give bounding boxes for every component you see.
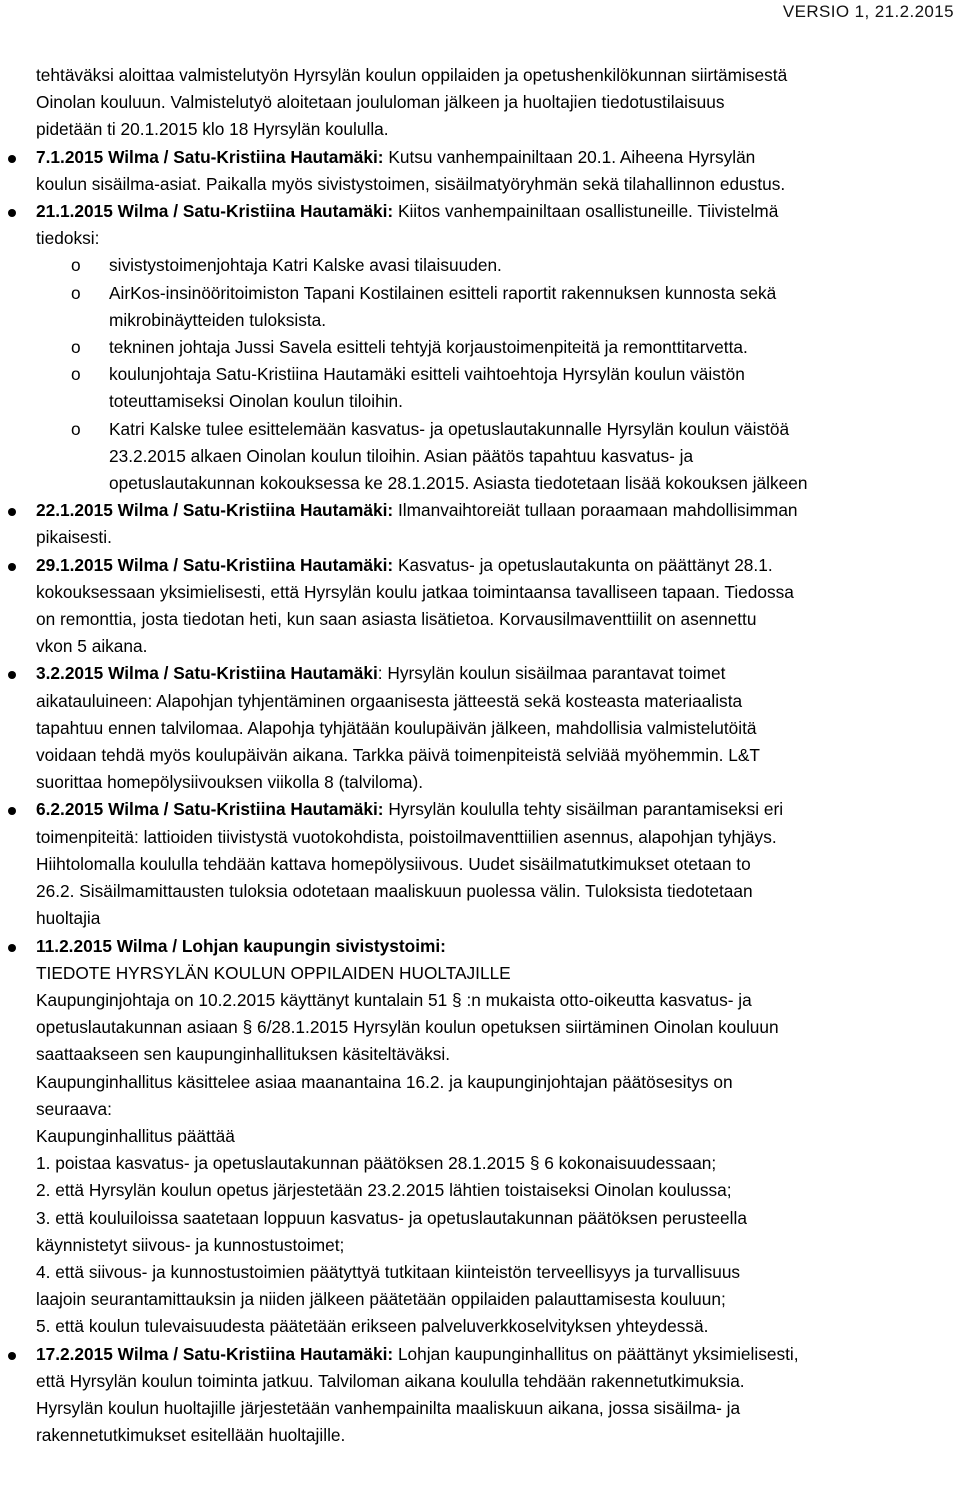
entry-text-line: Kaupunginhallitus päättää xyxy=(36,1125,235,1146)
entry-text-line: huoltajia xyxy=(36,908,101,929)
entry-text: Ilmanvaihtoreiät tullaan poraamaan mahdollisimman xyxy=(393,500,798,521)
entry-text-line: Hyrsylän koulun huoltajille järjestetään vanhempainilta maaliskuun aikana, jossa sisäilma- ja xyxy=(36,1397,741,1418)
entry-text-line: Kaupunginhallitus käsittelee asiaa maanantaina 16.2. ja kaupunginjohtajan päätösesitys on xyxy=(36,1071,733,1092)
bulleted-entry xyxy=(36,497,954,551)
sub-item-line: mikrobinäytteiden tuloksista. xyxy=(109,309,327,330)
sub-list-item xyxy=(36,334,954,361)
bullet-icon xyxy=(8,944,16,952)
entry-first-line xyxy=(36,198,954,225)
entry-text-line: että Hyrsylän koulun toiminta jatkuu. Talviloman aikana koululla tehdään rakennetutkimuksia. xyxy=(36,1370,745,1391)
entry-text-line: 3. että kouluiloissa saatetaan loppuun kasvatus- ja opetuslautakunnan päätöksen perusteella xyxy=(36,1207,747,1228)
intro-line: pidetään ti 20.1.2015 klo 18 Hyrsylän koululla. xyxy=(36,119,389,140)
entry-heading: 6.2.2015 Wilma / Satu-Kristiina Hautamäki: xyxy=(36,799,384,820)
intro-line: tehtäväksi aloittaa valmistelutyön Hyrsylän koulun oppilaiden ja opetushenkilökunnan siirtämisestä xyxy=(36,65,788,85)
entry-first-line xyxy=(36,660,954,687)
entry-text-line: käynnistetyt siivous- ja kunnostustoimet; xyxy=(36,1234,345,1255)
bulleted-entry xyxy=(36,144,954,198)
entry-heading: 21.1.2015 Wilma / Satu-Kristiina Hautamäki: xyxy=(36,201,394,222)
entry-text-line: Hiihtolomalla koululla tehdään kattava homepölysiivous. Uudet sisäilmatutkimukset otetaan to xyxy=(36,853,751,874)
entry-first-line xyxy=(36,933,954,960)
circle-bullet-icon: o xyxy=(71,364,81,385)
circle-bullet-icon: o xyxy=(71,255,81,276)
entry-text-line: saattaakseen sen kaupunginhallituksen käsiteltäväksi. xyxy=(36,1044,451,1065)
bullet-icon xyxy=(8,671,16,679)
intro-paragraph xyxy=(36,62,954,144)
entry-first-line xyxy=(36,144,954,171)
sub-item-line: sivistystoimenjohtaja Katri Kalske avasi tilaisuuden. xyxy=(109,255,502,276)
sub-list-item xyxy=(36,361,954,415)
bulleted-entry xyxy=(36,552,954,661)
document-body xyxy=(36,62,954,1449)
entry-text-line: pikaisesti. xyxy=(36,527,112,548)
bulleted-entry xyxy=(36,933,954,1341)
entry-text-line: TIEDOTE HYRSYLÄN KOULUN OPPILAIDEN HUOLTAJILLE xyxy=(36,962,511,983)
bullet-icon xyxy=(8,209,16,217)
bullet-icon xyxy=(8,155,16,163)
entry-text-line: tiedoksi: xyxy=(36,228,100,249)
entry-heading: 11.2.2015 Wilma / Lohjan kaupungin sivistystoimi: xyxy=(36,935,446,956)
entry-heading: 3.2.2015 Wilma / Satu-Kristiina Hautamäki xyxy=(36,663,378,684)
entry-text-line: opetuslautakunnan asiaan § 6/28.1.2015 Hyrsylän koulun opetuksen siirtäminen Oinolan kouluun xyxy=(36,1017,779,1038)
circle-bullet-icon: o xyxy=(71,282,81,303)
entry-text-line: seuraava: xyxy=(36,1098,112,1119)
entry-text-line: suorittaa homepölysiivouksen viikolla 8 (talviloma). xyxy=(36,772,424,793)
entry-text-line: 26.2. Sisäilmamittausten tuloksia odotetaan maaliskuun puolessa välin. Tuloksista tiedotetaan xyxy=(36,881,753,902)
entry-heading: 17.2.2015 Wilma / Satu-Kristiina Hautamäki: xyxy=(36,1343,394,1364)
entry-text-line: 4. että siivous- ja kunnostustoimien päätyttyä tutkitaan kiinteistön terveellisyys ja turvallisuus xyxy=(36,1261,741,1282)
bulleted-entry xyxy=(36,660,954,796)
bullet-icon xyxy=(8,563,16,571)
bullet-icon xyxy=(8,1352,16,1360)
sub-item-line: 23.2.2015 alkaen Oinolan koulun tiloihin. Asian päätös tapahtuu kasvatus- ja xyxy=(109,445,694,466)
bullet-icon xyxy=(8,508,16,516)
entry-text: Kutsu vanhempainiltaan 20.1. Aiheena Hyrsylän xyxy=(383,146,756,167)
entry-heading: 29.1.2015 Wilma / Satu-Kristiina Hautamäki: xyxy=(36,554,394,575)
circle-bullet-icon: o xyxy=(71,418,81,439)
entry-text-line: 1. poistaa kasvatus- ja opetuslautakunnan päätöksen 28.1.2015 § 6 kokonaisuudessaan; xyxy=(36,1153,717,1174)
entry-text: Kasvatus- ja opetuslautakunta on päättänyt 28.1. xyxy=(393,554,773,575)
entry-text: Lohjan kaupunginhallitus on päättänyt yksimielisesti, xyxy=(393,1343,799,1364)
bulleted-entry xyxy=(36,198,954,497)
entry-text-line: on remonttia, josta tiedotan heti, kun saan asiasta lisätietoa. Korvausilmaventtiilit on asennettu xyxy=(36,609,757,630)
bullet-icon xyxy=(8,807,16,815)
entry-text-line: kokouksessaan yksimielisesti, että Hyrsylän koulu jatkaa toimintaansa tavalliseen tapaan. Tiedossa xyxy=(36,581,794,602)
entry-heading: 7.1.2015 Wilma / Satu-Kristiina Hautamäki: xyxy=(36,146,384,167)
sub-list-item xyxy=(36,416,954,498)
sub-list xyxy=(36,252,954,497)
version-header: VERSIO 1, 21.2.2015 xyxy=(782,2,954,21)
intro-line: Oinolan kouluun. Valmistelutyö aloitetaan joululoman jälkeen ja huoltajien tiedotustilaisuus xyxy=(36,92,725,113)
entry-list xyxy=(36,144,954,1450)
entry-text-line: tapahtuu ennen talvilomaa. Alapohja tyhjätään koulupäivän jälkeen, mahdollisia valmistelutöitä xyxy=(36,717,757,738)
entry-text-line: toimenpiteitä: lattioiden tiivistystä vuotokohdista, poistoilmaventtiilien asennus, alapohjan tyhjäys. xyxy=(36,826,777,847)
entry-text: Kiitos vanhempainiltaan osallistuneille. Tiivistelmä xyxy=(393,201,779,222)
entry-text-line: laajoin seurantamittauksin ja niiden jälkeen päätetään oppilaiden palauttamisesta kouluun; xyxy=(36,1289,726,1310)
sub-list-item xyxy=(36,280,954,334)
sub-item-line: Katri Kalske tulee esittelemään kasvatus- ja opetuslautakunnalle Hyrsylän koulun väistöä xyxy=(109,418,790,439)
entry-text-line: koulun sisäilma-asiat. Paikalla myös sivistystoimen, sisäilmatyöryhmän sekä tilahallinnon edustus. xyxy=(36,173,786,194)
sub-item-line: koulunjohtaja Satu-Kristiina Hautamäki esitteli vaihtoehtoja Hyrsylän koulun väistön xyxy=(109,364,745,385)
entry-first-line xyxy=(36,1341,954,1368)
entry-heading: 22.1.2015 Wilma / Satu-Kristiina Hautamäki: xyxy=(36,500,394,521)
entry-text-line: Kaupunginjohtaja on 10.2.2015 käyttänyt kuntalain 51 § :n mukaista otto-oikeutta kasvatus- ja xyxy=(36,989,752,1010)
sub-item-line: tekninen johtaja Jussi Savela esitteli tehtyjä korjaustoimenpiteitä ja remonttitarvetta. xyxy=(109,337,748,358)
entry-text: Hyrsylän koululla tehty sisäilman parantamiseksi eri xyxy=(383,799,784,820)
sub-item-line: opetuslautakunnan kokouksessa ke 28.1.2015. Asiasta tiedotetaan lisää kokouksen jälkeen xyxy=(109,473,808,494)
entry-text-line: 5. että koulun tulevaisuudesta päätetään erikseen palveluverkkoselvityksen yhteydessä. xyxy=(36,1316,709,1337)
sub-item-line: AirKos-insinööritoimiston Tapani Kostilainen esitteli raportit rakennuksen kunnosta sekä xyxy=(109,282,777,303)
entry-text-line: aikatauluineen: Alapohjan tyhjentäminen orgaanisesta jätteestä sekä kosteasta materiaalista xyxy=(36,690,743,711)
entry-text-line: vkon 5 aikana. xyxy=(36,636,148,657)
entry-first-line xyxy=(36,497,954,524)
entry-first-line xyxy=(36,796,954,823)
sub-list-item xyxy=(36,252,954,279)
entry-first-line xyxy=(36,552,954,579)
entry-text-line: voidaan tehdä myös koulupäivän aikana. Tarkka päivä toimenpiteistä selviää myöhemmin. L&T xyxy=(36,745,760,766)
circle-bullet-icon: o xyxy=(71,337,81,358)
bulleted-entry xyxy=(36,1341,954,1450)
sub-item-line: toteuttamiseksi Oinolan koulun tiloihin. xyxy=(109,391,403,412)
entry-text: : Hyrsylän koulun sisäilmaa parantavat toimet xyxy=(377,663,726,684)
bulleted-entry xyxy=(36,796,954,932)
entry-text-line: rakennetutkimukset esitellään huoltajille. xyxy=(36,1425,346,1446)
entry-text-line: 2. että Hyrsylän koulun opetus järjestetään 23.2.2015 lähtien toistaiseksi Oinolan koulussa; xyxy=(36,1180,732,1201)
